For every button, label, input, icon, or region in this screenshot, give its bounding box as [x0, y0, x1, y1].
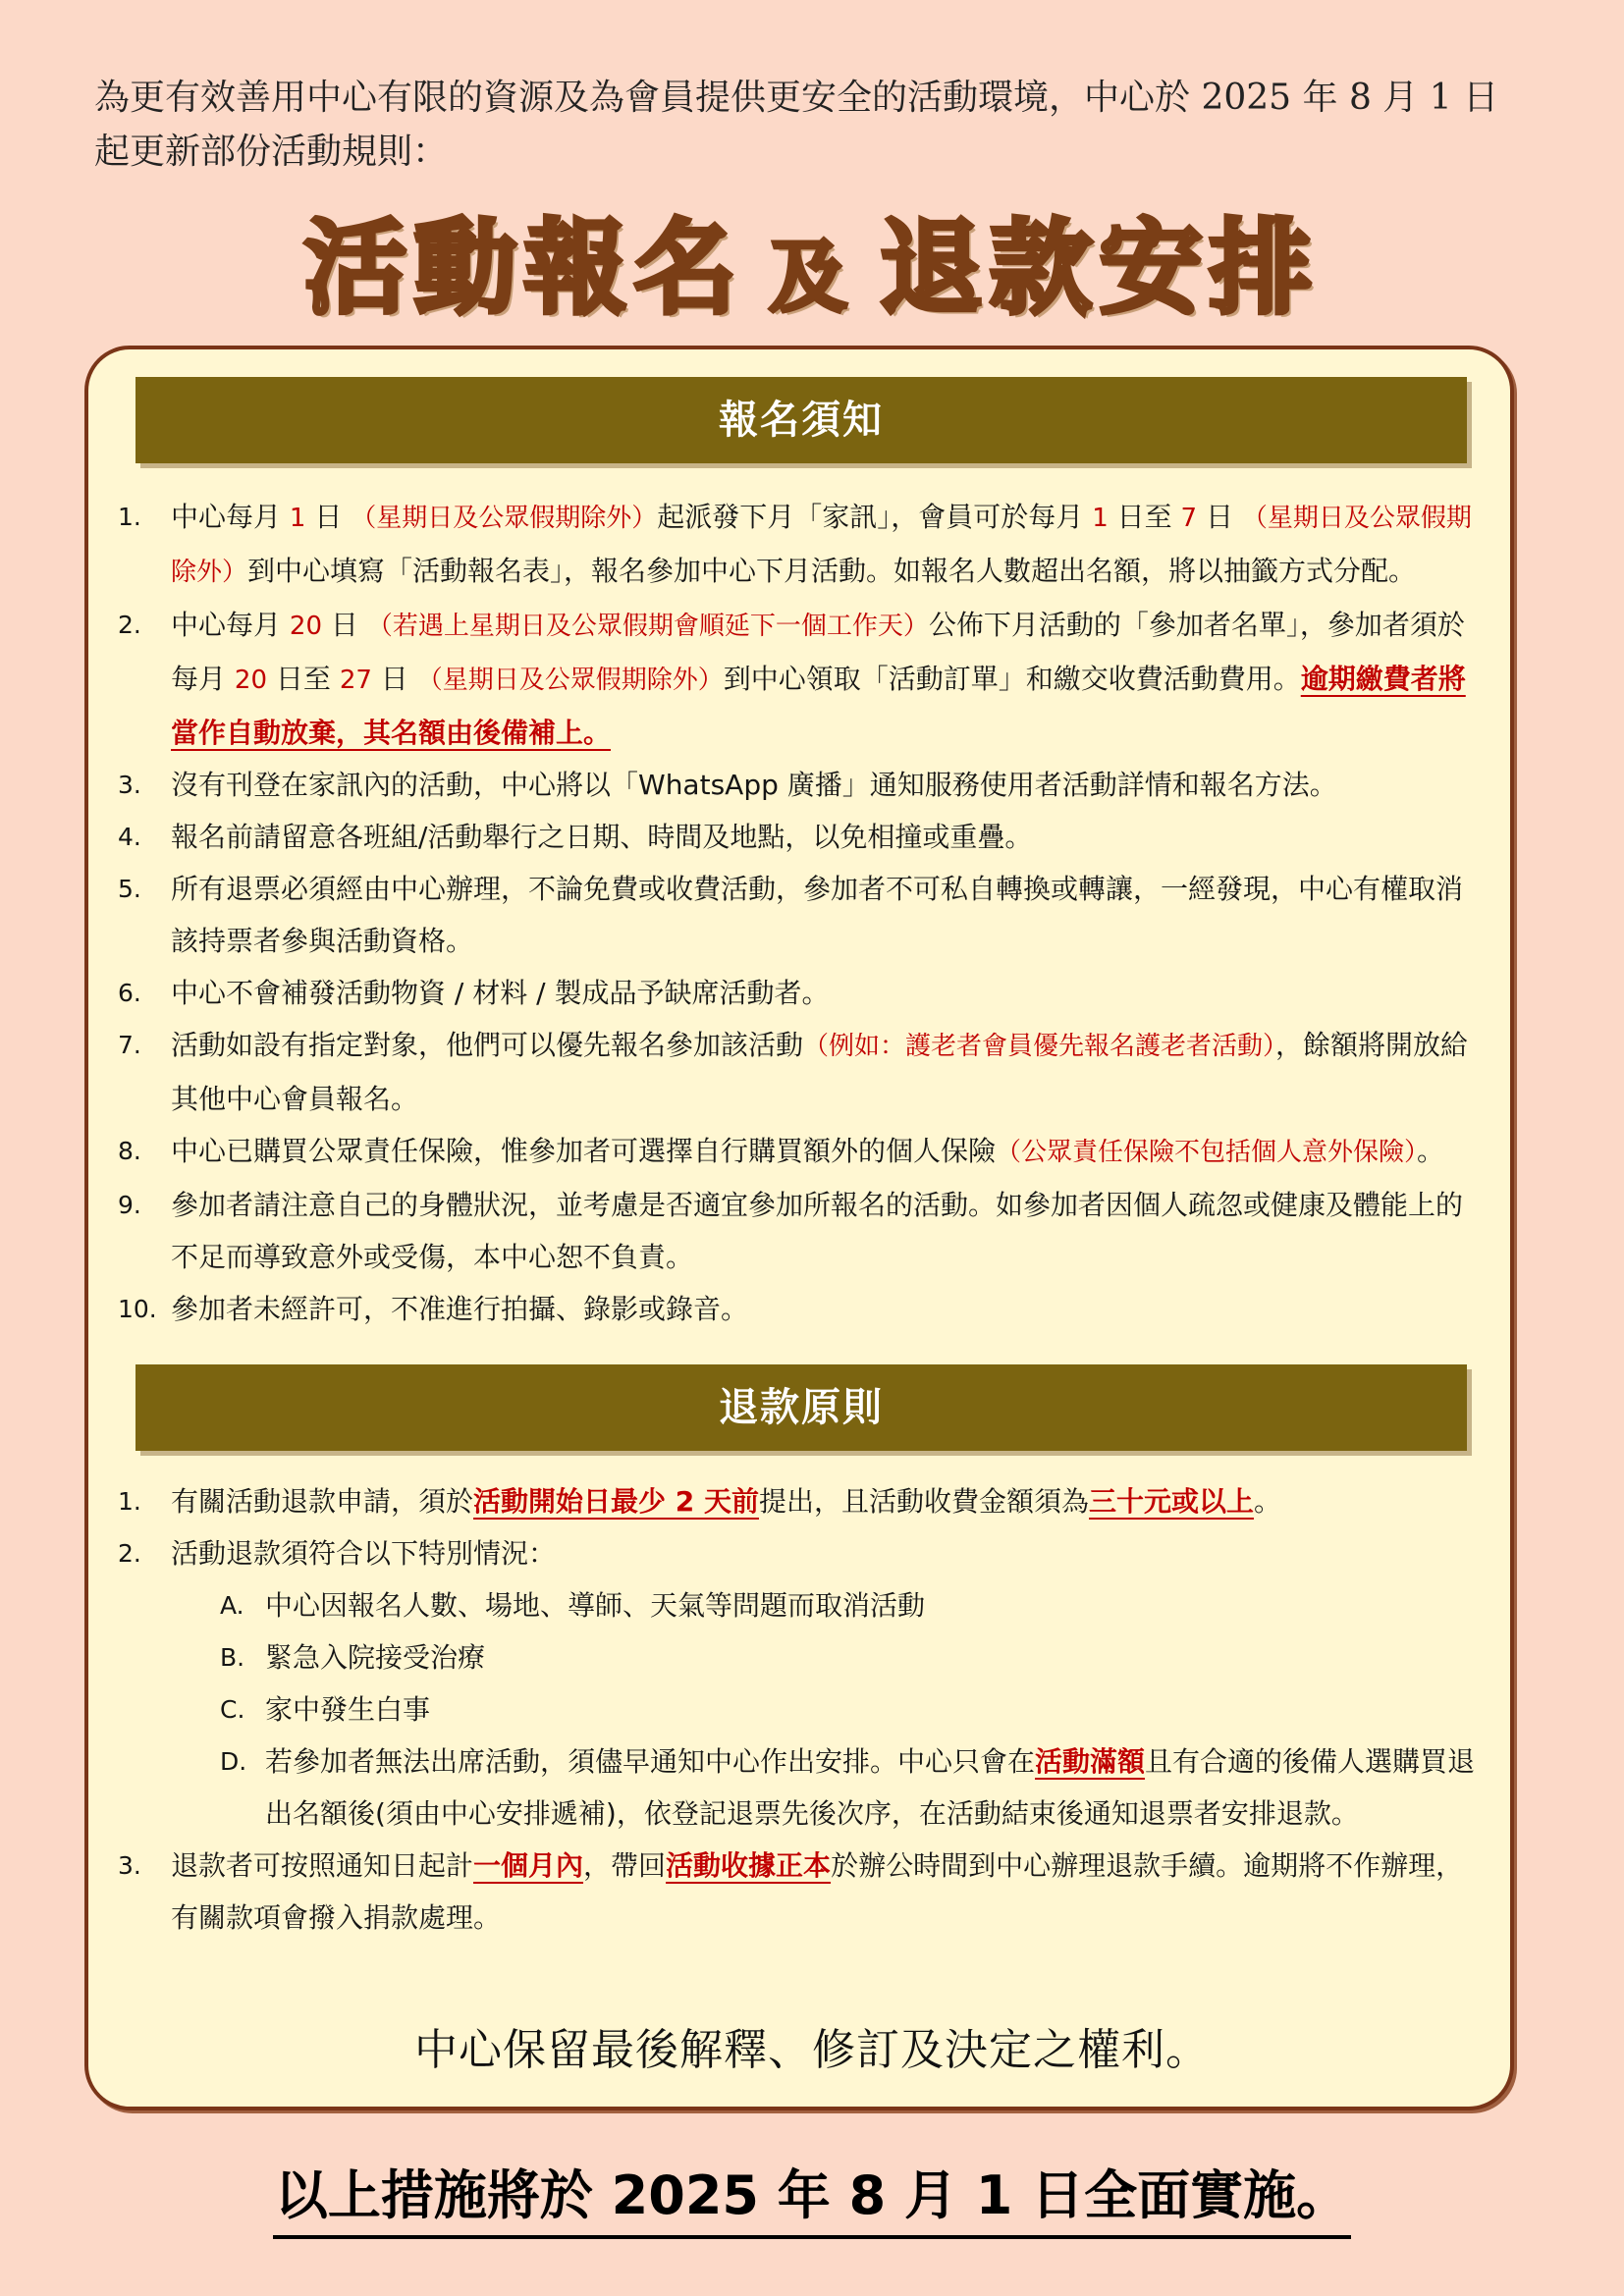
- highlighted-text: 7: [1180, 504, 1198, 533]
- text-segment: ，餘額將開放給其他中心會員報名。: [171, 1029, 1469, 1115]
- text-segment: 活動如設有指定對象，他們可以優先報名參加該活動: [171, 1029, 804, 1061]
- highlighted-text: 一個月內: [473, 1849, 584, 1882]
- item-number: 2.: [118, 1539, 141, 1568]
- refund-subitem: [118, 1735, 1483, 1840]
- highlighted-text: 活動滿額: [1035, 1745, 1146, 1778]
- text-segment: 中心每月: [171, 501, 290, 533]
- text-segment: 日: [371, 663, 417, 695]
- highlighted-text: （公眾責任保險不包括個人意外保險）: [996, 1138, 1418, 1167]
- item-text: [171, 1029, 1468, 1115]
- item-number: 10.: [118, 1295, 157, 1323]
- item-text: [171, 1189, 1463, 1273]
- text-segment: 提出，且活動收費金額須為: [759, 1485, 1090, 1518]
- item-number: 8.: [118, 1137, 141, 1165]
- highlighted-text: 活動開始日最少 2 天前: [473, 1485, 759, 1518]
- item-text: [218, 1631, 1483, 1683]
- text-segment: 活動退款須符合以下特別情況：: [171, 1537, 557, 1570]
- item-text: [171, 1849, 1463, 1934]
- item-number: B.: [220, 1643, 245, 1672]
- text-segment: 。: [1254, 1485, 1282, 1518]
- text-segment: 到中心填寫「活動報名表」，報名參加中心下月活動。如報名人數超出名額，將以抽籤方式分配。: [247, 555, 1417, 587]
- item-text: [171, 821, 1032, 853]
- text-segment: ，帶回: [583, 1849, 667, 1882]
- text-segment: 參加者未經許可，不准進行拍攝、錄影或錄音。: [171, 1293, 749, 1325]
- text-segment: 中心已購買公眾責任保險，惟參加者可選擇自行購買額外的個人保險: [171, 1135, 997, 1167]
- section-heading-refund: 退款原則: [135, 1364, 1467, 1451]
- refund-item: [118, 1840, 1483, 1944]
- registration-item: [118, 599, 1483, 759]
- registration-item: [118, 1019, 1483, 1125]
- refund-item: [118, 1527, 1483, 1579]
- item-text: [218, 1579, 1483, 1631]
- text-segment: 日: [305, 501, 352, 533]
- text-segment: 日至: [267, 663, 340, 695]
- registration-item: [118, 491, 1483, 599]
- item-number: 3.: [118, 1851, 141, 1880]
- item-number: 2.: [118, 611, 141, 639]
- item-text: [171, 1537, 556, 1570]
- item-text: [218, 1735, 1483, 1840]
- text-segment: 所有退票必須經由中心辦理，不論免費或收費活動，參加者不可私自轉換或轉讓，一經發現，中心有權取消該持票者參與活動資格。: [171, 873, 1464, 957]
- text-segment: 日至: [1108, 501, 1181, 533]
- registration-item: [118, 1179, 1483, 1283]
- registration-item: [118, 967, 1483, 1019]
- refund-subitem: [118, 1579, 1483, 1631]
- highlighted-text: 1: [289, 504, 306, 533]
- item-number: D.: [220, 1747, 247, 1776]
- highlighted-text: 27: [339, 666, 372, 695]
- registration-item: [118, 863, 1483, 967]
- text-segment: 若參加者無法出席活動，須儘早通知中心作出安排。中心只會在: [265, 1745, 1036, 1778]
- item-number: 7.: [118, 1031, 141, 1059]
- highlighted-text: 20: [289, 612, 322, 641]
- text-segment: 報名前請留意各班組/活動舉行之日期、時間及地點，以免相撞或重疊。: [171, 821, 1033, 853]
- item-text: [171, 609, 1466, 749]
- registration-item: [118, 759, 1483, 811]
- registration-item: [118, 1283, 1483, 1335]
- item-number: 4.: [118, 823, 141, 851]
- text-segment: 日: [322, 609, 367, 641]
- text-segment: 公佈下月活動的「參加者名單」，參加者須於每月: [171, 609, 1465, 695]
- item-text: [171, 501, 1472, 587]
- item-number: 6.: [118, 979, 141, 1007]
- item-text: [171, 977, 829, 1009]
- text-segment: 退款者可按照通知日起計: [171, 1849, 474, 1882]
- refund-subitem: [118, 1683, 1483, 1735]
- highlighted-text: （星期日及公眾假期除外）: [351, 504, 658, 533]
- title-part-1: 活動報名: [303, 208, 744, 328]
- highlighted-text: （星期日及公眾假期除外）: [416, 666, 724, 695]
- highlighted-text: 20: [234, 666, 267, 695]
- highlighted-text: （星期日及公眾假期除外）: [171, 504, 1472, 587]
- title-part-2: 退款安排: [880, 208, 1321, 328]
- footer-text: 以上措施將於 2025 年 8 月 1 日全面實施。: [273, 2154, 1351, 2239]
- item-text: [171, 873, 1463, 957]
- text-segment: 。: [1417, 1135, 1445, 1167]
- item-number: 1.: [118, 503, 141, 531]
- highlighted-text: 逾期繳費者將當作自動放棄，其名額由後備補上。: [171, 663, 1466, 749]
- text-segment: 起派發下月「家訊」，會員可於每月: [657, 501, 1093, 533]
- registration-item: [118, 1125, 1483, 1179]
- item-number: A.: [220, 1591, 244, 1620]
- text-segment: 有關活動退款申請，須於: [171, 1485, 474, 1518]
- highlighted-text: 三十元或以上: [1089, 1485, 1255, 1518]
- text-segment: 參加者請注意自己的身體狀況，並考慮是否適宜參加所報名的活動。如參加者因個人疏忽或健康及體能上的不足而導致意外或受傷，本中心恕不負責。: [171, 1189, 1464, 1273]
- text-segment: 緊急入院接受治療: [265, 1641, 486, 1674]
- text-segment: 日: [1197, 501, 1242, 533]
- reserve-rights-note: 中心保留最後解釋、修訂及決定之權利。: [414, 2025, 1210, 2075]
- refund-list: [118, 1475, 1483, 1944]
- item-number: 9.: [118, 1191, 141, 1219]
- refund-subitem: [118, 1631, 1483, 1683]
- item-number: 5.: [118, 875, 141, 903]
- highlighted-text: （例如：護老者會員優先報名護老者活動）: [803, 1032, 1276, 1061]
- item-text: [171, 769, 1337, 801]
- item-text: [218, 1683, 1483, 1735]
- text-segment: 且有合適的後備人選購買退出名額後(須由中心安排遞補)，依登記退票先後次序，在活動結束後通知退票者安排退款。: [265, 1745, 1476, 1830]
- text-segment: 中心不會補發活動物資 / 材料 / 製成品予缺席活動者。: [171, 977, 830, 1009]
- text-segment: 到中心領取「活動訂單」和繳交收費活動費用。: [723, 663, 1301, 695]
- intro-text: 為更有效善用中心有限的資源及為會員提供更安全的活動環境，中心於 2025 年 8 月 1 日起更新部份活動規則：: [94, 78, 1499, 172]
- item-text: [171, 1485, 1281, 1518]
- text-segment: 於辦公時間到中心辦理退款手續。逾期將不作辦理，有關款項會撥入捐款處理。: [171, 1849, 1464, 1934]
- refund-item: [118, 1475, 1483, 1527]
- highlighted-text: 活動收據正本: [666, 1849, 832, 1882]
- registration-list: [118, 491, 1483, 1335]
- title-connector: 及: [769, 234, 854, 322]
- section-heading-registration: 報名須知: [135, 377, 1467, 463]
- text-segment: 中心因報名人數、場地、導師、天氣等問題而取消活動: [265, 1589, 926, 1622]
- registration-item: [118, 811, 1483, 863]
- item-number: 3.: [118, 771, 141, 799]
- footer-statement: [0, 2154, 1624, 2239]
- page-title: [0, 204, 1624, 342]
- highlighted-text: 1: [1092, 504, 1109, 533]
- text-segment: 沒有刊登在家訊內的活動，中心將以「WhatsApp 廣播」通知服務使用者活動詳情和報名方法。: [171, 769, 1337, 801]
- highlighted-text: （若遇上星期日及公眾假期會順延下一個工作天）: [366, 612, 929, 641]
- item-text: [171, 1135, 1444, 1167]
- text-segment: 家中發生白事: [265, 1693, 431, 1726]
- item-number: C.: [220, 1695, 245, 1724]
- text-segment: 中心每月: [171, 609, 290, 641]
- item-text: [171, 1293, 748, 1325]
- item-number: 1.: [118, 1487, 141, 1516]
